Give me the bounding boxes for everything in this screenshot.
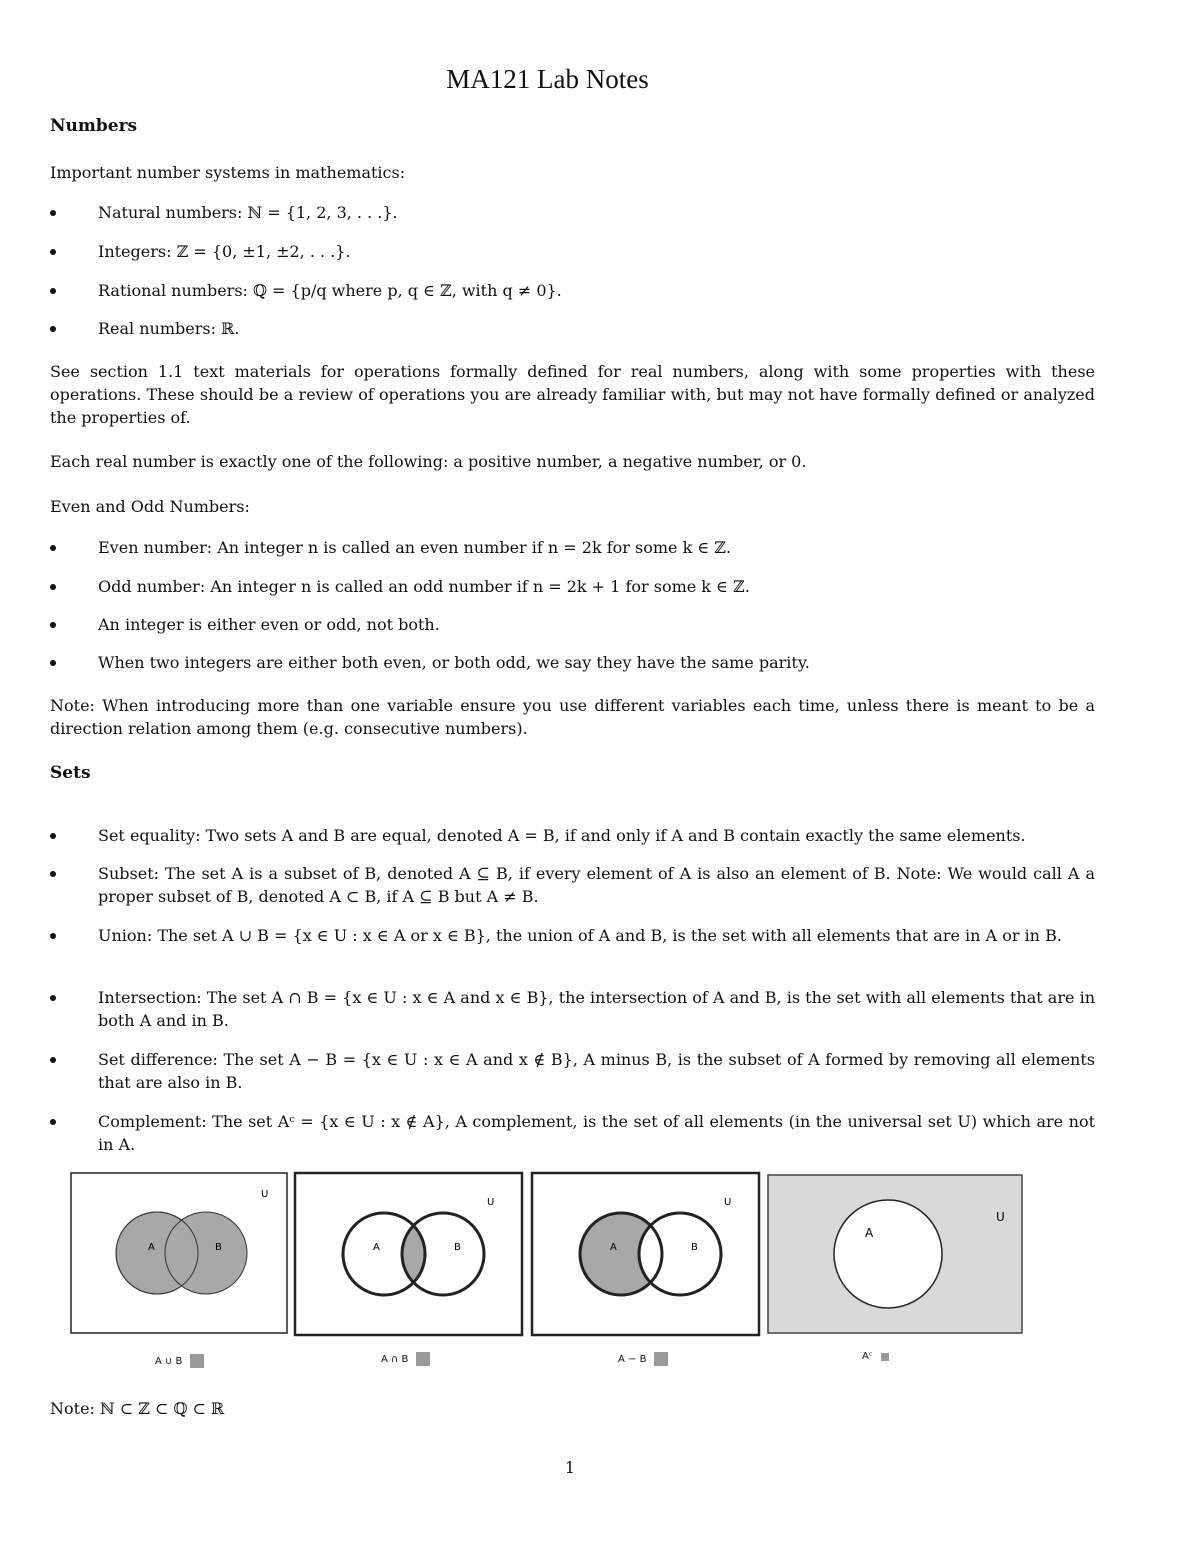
venn-u-label: U bbox=[261, 1189, 269, 1200]
even-odd-heading: Even and Odd Numbers: bbox=[50, 497, 250, 516]
venn-b-label: B bbox=[691, 1242, 698, 1253]
venn-caption-complement: Aᶜ bbox=[862, 1351, 889, 1362]
legend-swatch bbox=[190, 1354, 204, 1368]
venn-a-label: A bbox=[373, 1242, 380, 1253]
venn-a-label: A bbox=[148, 1242, 155, 1253]
venn-circle-a bbox=[834, 1200, 942, 1308]
venn-b-label: B bbox=[454, 1242, 461, 1253]
venn-difference bbox=[532, 1173, 759, 1335]
sets-heading: Sets bbox=[50, 763, 91, 783]
venn-u-label: U bbox=[487, 1197, 495, 1208]
venn-complement bbox=[768, 1175, 1022, 1333]
venn-a-label: A bbox=[865, 1226, 874, 1240]
venn-u-label: U bbox=[724, 1197, 732, 1208]
venn-circle-b bbox=[165, 1212, 247, 1294]
venn-union bbox=[71, 1173, 287, 1333]
variable-note: Note: When introducing more than one variable ensure you use different variables each time, unless there is meant to be a direction relation among them (e.g. consecutive numbers). bbox=[50, 696, 1095, 738]
numbers-intro: Important number systems in mathematics: bbox=[50, 163, 406, 182]
legend-swatch bbox=[416, 1352, 430, 1366]
venn-caption-difference: A − B bbox=[618, 1352, 668, 1366]
legend-swatch bbox=[881, 1353, 889, 1361]
page-number: 1 bbox=[564, 1458, 576, 1477]
venn-b-label: B bbox=[215, 1242, 222, 1253]
venn-caption-intersection: A ∩ B bbox=[381, 1352, 430, 1366]
page-title: MA121 Lab Notes bbox=[446, 64, 649, 94]
legend-swatch bbox=[654, 1352, 668, 1366]
venn-caption-union: A ∪ B bbox=[155, 1354, 204, 1368]
paragraph-operations: See section 1.1 text materials for operations formally defined for real numbers, along with some properties with these operations. These should be a review of operations you are already familiar with, but may not have formally defined or analyzed the properties of. bbox=[50, 362, 1095, 427]
venn-u-label: U bbox=[996, 1210, 1005, 1224]
numbers-heading: Numbers bbox=[50, 116, 138, 136]
venn-intersection bbox=[295, 1173, 522, 1335]
paragraph-trichotomy: Each real number is exactly one of the following: a positive number, a negative number, or 0. bbox=[50, 452, 807, 471]
subset-chain-note: Note: ℕ ⊂ ℤ ⊂ ℚ ⊂ ℝ bbox=[50, 1399, 225, 1418]
venn-a-label: A bbox=[610, 1242, 617, 1253]
